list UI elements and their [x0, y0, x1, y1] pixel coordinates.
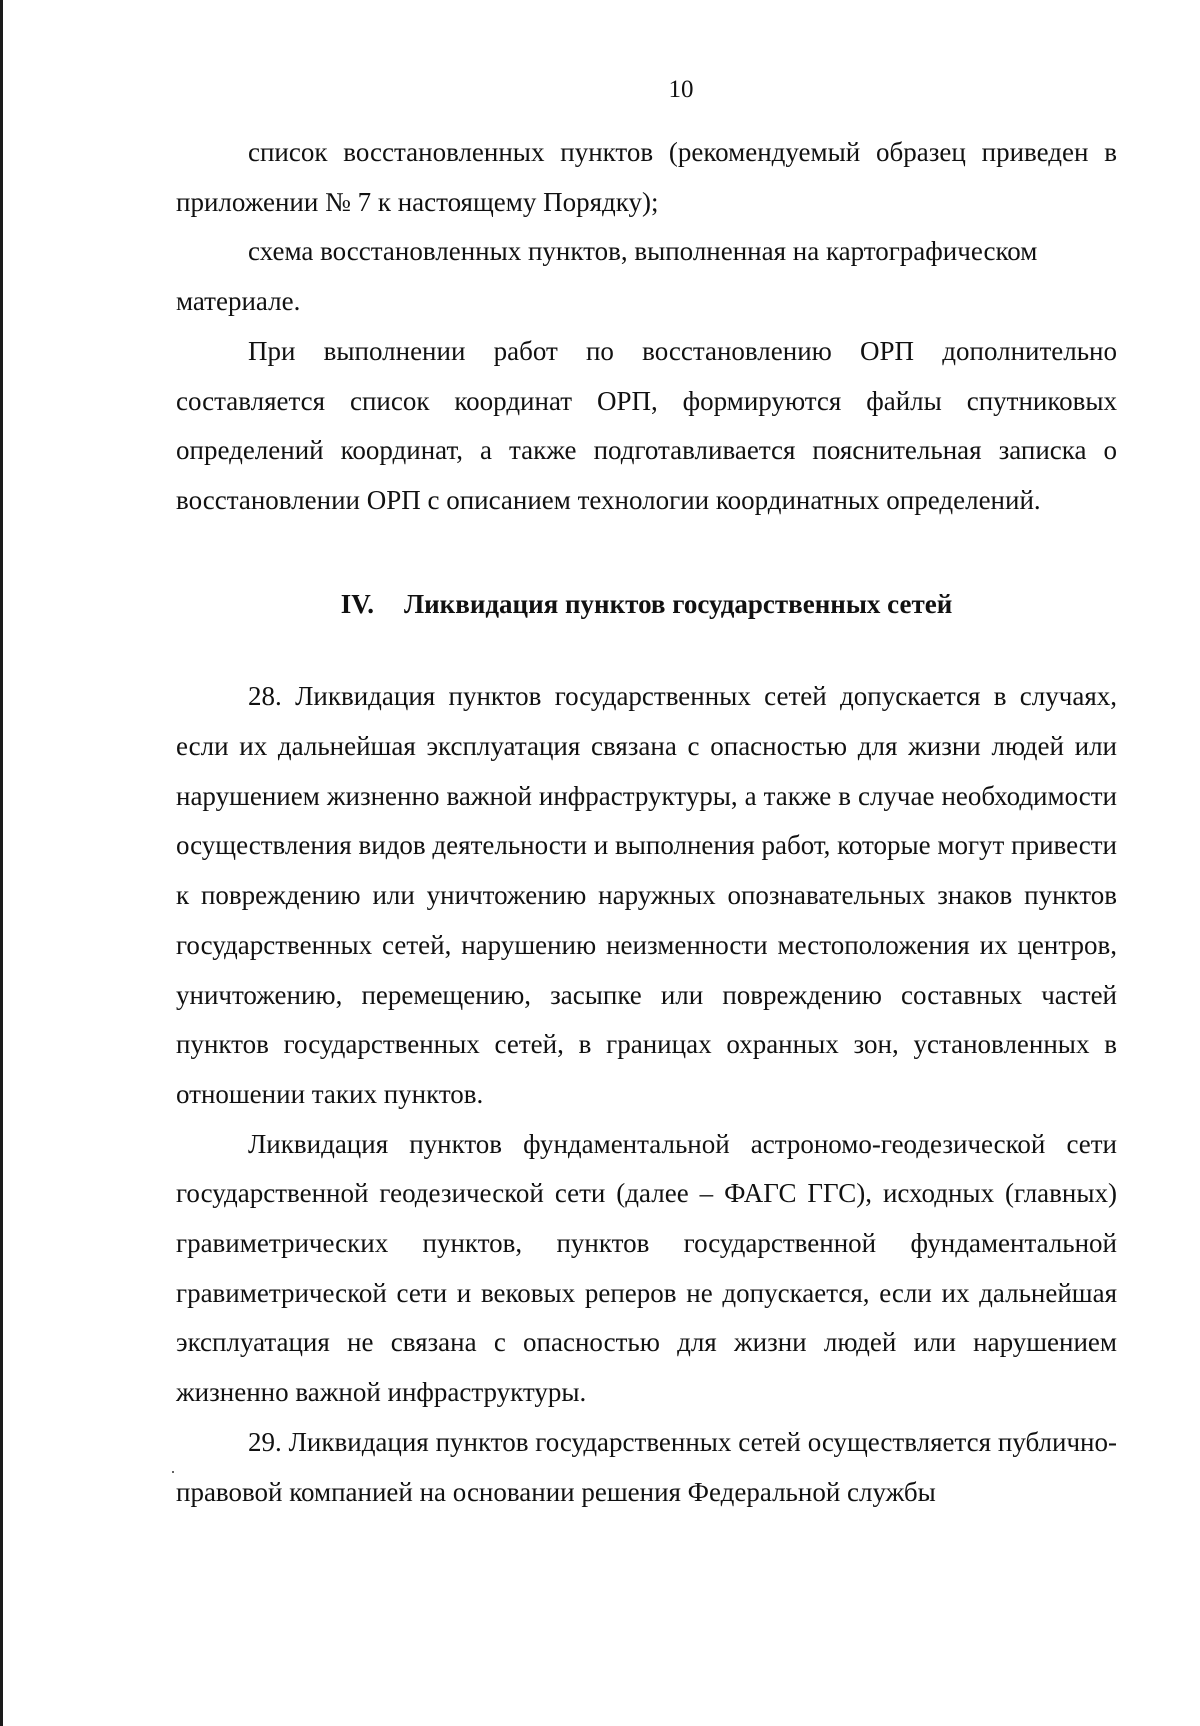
- page-number: 10: [668, 76, 694, 103]
- paragraph-list-item: схема восстановленных пунктов, выполненная на картографическом материале.: [176, 236, 1038, 317]
- paragraph-clause: 28. Ликвидация пунктов государственных сетей допускается в случаях, если их дальнейшая эксплуатация связана с опасностью для жизни людей или нарушением жизненно важной инфраструктуры, а также в случае необходимости осуществления видов деятельности и выполнения работ, которые могут привести к повреждению или уничтожению наружных опознавательных знаков пунктов государственных сетей, нарушению неизменности местоположения их центров, уничтожению, перемещению, засыпке или повреждению составных частей пунктов государственных сетей, в границах охранных зон, установленных в отношении таких пунктов.: [176, 681, 1117, 1109]
- section-title: Ликвидация пунктов государственных сетей: [404, 588, 953, 619]
- paragraph: При выполнении работ по восстановлению ОРП дополнительно составляется список координат ОРП, формируются файлы спутниковых определений координат, а также подготавливается пояснительная записка о восстановлении ОРП с описанием технологии координатных определений.: [176, 335, 1117, 515]
- paragraph-list-item: список восстановленных пунктов (рекомендуемый образец приведен в приложении № 7 к настоящему Порядку);: [176, 137, 1117, 217]
- scan-edge: [0, 0, 3, 1726]
- section-number: IV.: [340, 588, 374, 619]
- paragraph: Ликвидация пунктов фундаментальной астрономо-геодезической сети государственной геодезической сети (далее – ФАГС ГГС), исходных (главных) гравиметрических пунктов, пунктов государственной фундаментальной гравиметрической сети и вековых реперов не допускается, если их дальнейшая эксплуатация не связана с опасностью для жизни людей или нарушением жизненно важной инфраструктуры.: [176, 1128, 1117, 1408]
- section-heading: [176, 580, 1117, 630]
- scan-speck: [172, 1471, 174, 1473]
- paragraph-clause: 29. Ликвидация пунктов государственных сетей осуществляется публично-правовой компанией на основании решения Федеральной службы: [176, 1426, 1117, 1507]
- document-body: [176, 128, 1117, 1517]
